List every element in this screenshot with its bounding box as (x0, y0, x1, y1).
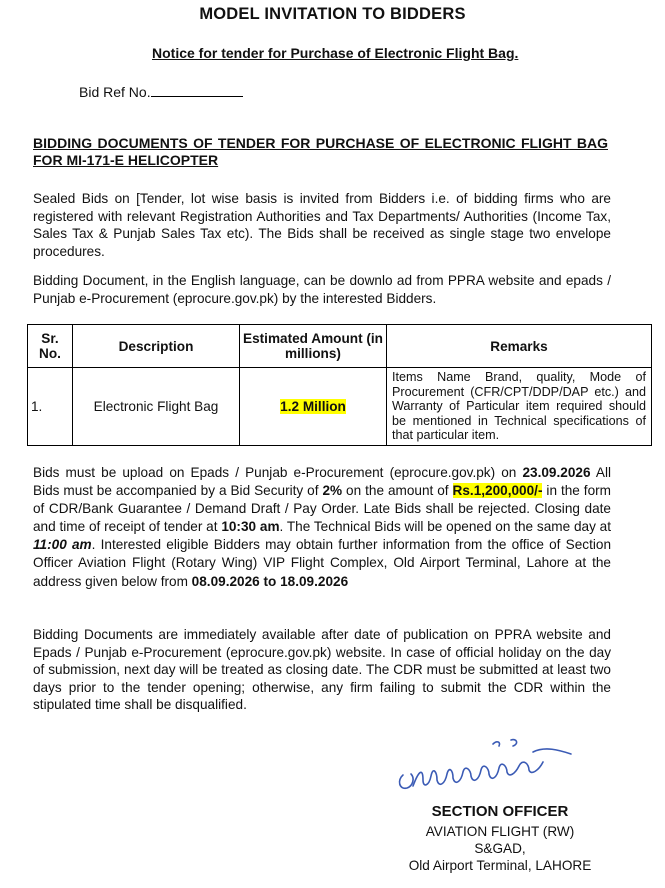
officer-line-3: Old Airport Terminal, LAHORE (408, 858, 592, 873)
text: Bids must be upload on Epads / Punjab e-Procurement (eprocure.gov.pk) on (33, 465, 523, 480)
closing-date: 23.09.2026 (522, 465, 591, 480)
date-range: 08.09.2026 to 18.09.2026 (191, 573, 349, 589)
bid-ref-label: Bid Ref No. (79, 84, 151, 100)
tender-table (27, 324, 652, 446)
notice-subtitle: Notice for tender for Purchase of Electronic Flight Bag. (152, 45, 519, 61)
page-title: MODEL INVITATION TO BIDDERS (199, 5, 466, 23)
table-header-row (28, 325, 652, 368)
text: . The Technical Bids will be opened on the same day at (279, 519, 611, 535)
cell-sr-no: 1. (28, 368, 73, 446)
cell-amount (240, 368, 387, 446)
paragraph-sealed-bids: Sealed Bids on [Tender, lot wise basis is invited from Bidders i.e. of bidding firms who are registered with relevant Registration Authorities and Tax Departments/ Authorities (Income Tax, Sales Tax & Punjab Sales Tax etc). The Bids shall be received as single stage two envelope procedures. (33, 191, 611, 259)
header-sr-no: Sr. No. (28, 325, 73, 368)
amount-highlight: 1.2 Million (280, 398, 346, 414)
header-estimated-amount: Estimated Amount (in millions) (240, 325, 387, 368)
text: All Bids must be accompanied by a Bid Security of (33, 465, 611, 499)
bid-security-amount: Rs.1,200,000/- (452, 483, 543, 499)
closing-time: 10:30 am (221, 519, 280, 535)
text: on the amount of (342, 483, 453, 499)
table-row (28, 368, 652, 446)
signature-image (393, 730, 583, 800)
paragraph-bidding-document: Bidding Document, in the English language, can be downlo ad from PPRA website and epads / Punjab e-Procurement (eprocure.gov.pk) by the interested Bidders. (33, 273, 611, 306)
officer-title: SECTION OFFICER (431, 803, 569, 820)
paragraph-documents-available: Bidding Documents are immediately available after date of publication on PPRA website and Epads / Punjab e-Procurement (eprocure.gov.pk) website. In case of official holiday on the day of submission, next day will be treated as closing date. The CDR must be submitted at least two days prior to the tender opening; otherwise, any firm failing to submit the CDR within the stipulated time shall be disqualified. (33, 627, 611, 713)
bid-security-percent: 2% (322, 483, 343, 499)
bid-ref (79, 82, 243, 100)
bid-ref-blank (151, 82, 243, 97)
section-heading: BIDDING DOCUMENTS OF TENDER FOR PURCHASE OF ELECTRONIC FLIGHT BAG FOR MI-171-E HELICOPTER (33, 135, 608, 168)
header-description: Description (73, 325, 240, 368)
cell-remarks: Items Name Brand, quality, Mode of Procurement (CFR/CPT/DDP/DAP etc.) and Warranty of Particular item required should be mentioned in Technical specifications of that particular item. (387, 368, 652, 446)
cell-description: Electronic Flight Bag (73, 368, 240, 446)
opening-time: 11:00 am (33, 537, 92, 553)
header-remarks: Remarks (387, 325, 652, 368)
paragraph-bid-submission (33, 464, 611, 591)
text: in the form of CDR/Bank Guarantee / Demand Draft / Pay Order. Late Bids shall be rejected. Closing date and time of receipt of tender at (33, 483, 611, 535)
officer-line-1: AVIATION FLIGHT (RW) (425, 824, 575, 839)
officer-line-2: S&GAD, (474, 841, 526, 856)
text: . Interested eligible Bidders may obtain further information from the office of Section Officer Aviation Flight (Rotary Wing) VIP Flight Complex, Old Airport Terminal, Lahore at the address given below from (33, 537, 611, 589)
